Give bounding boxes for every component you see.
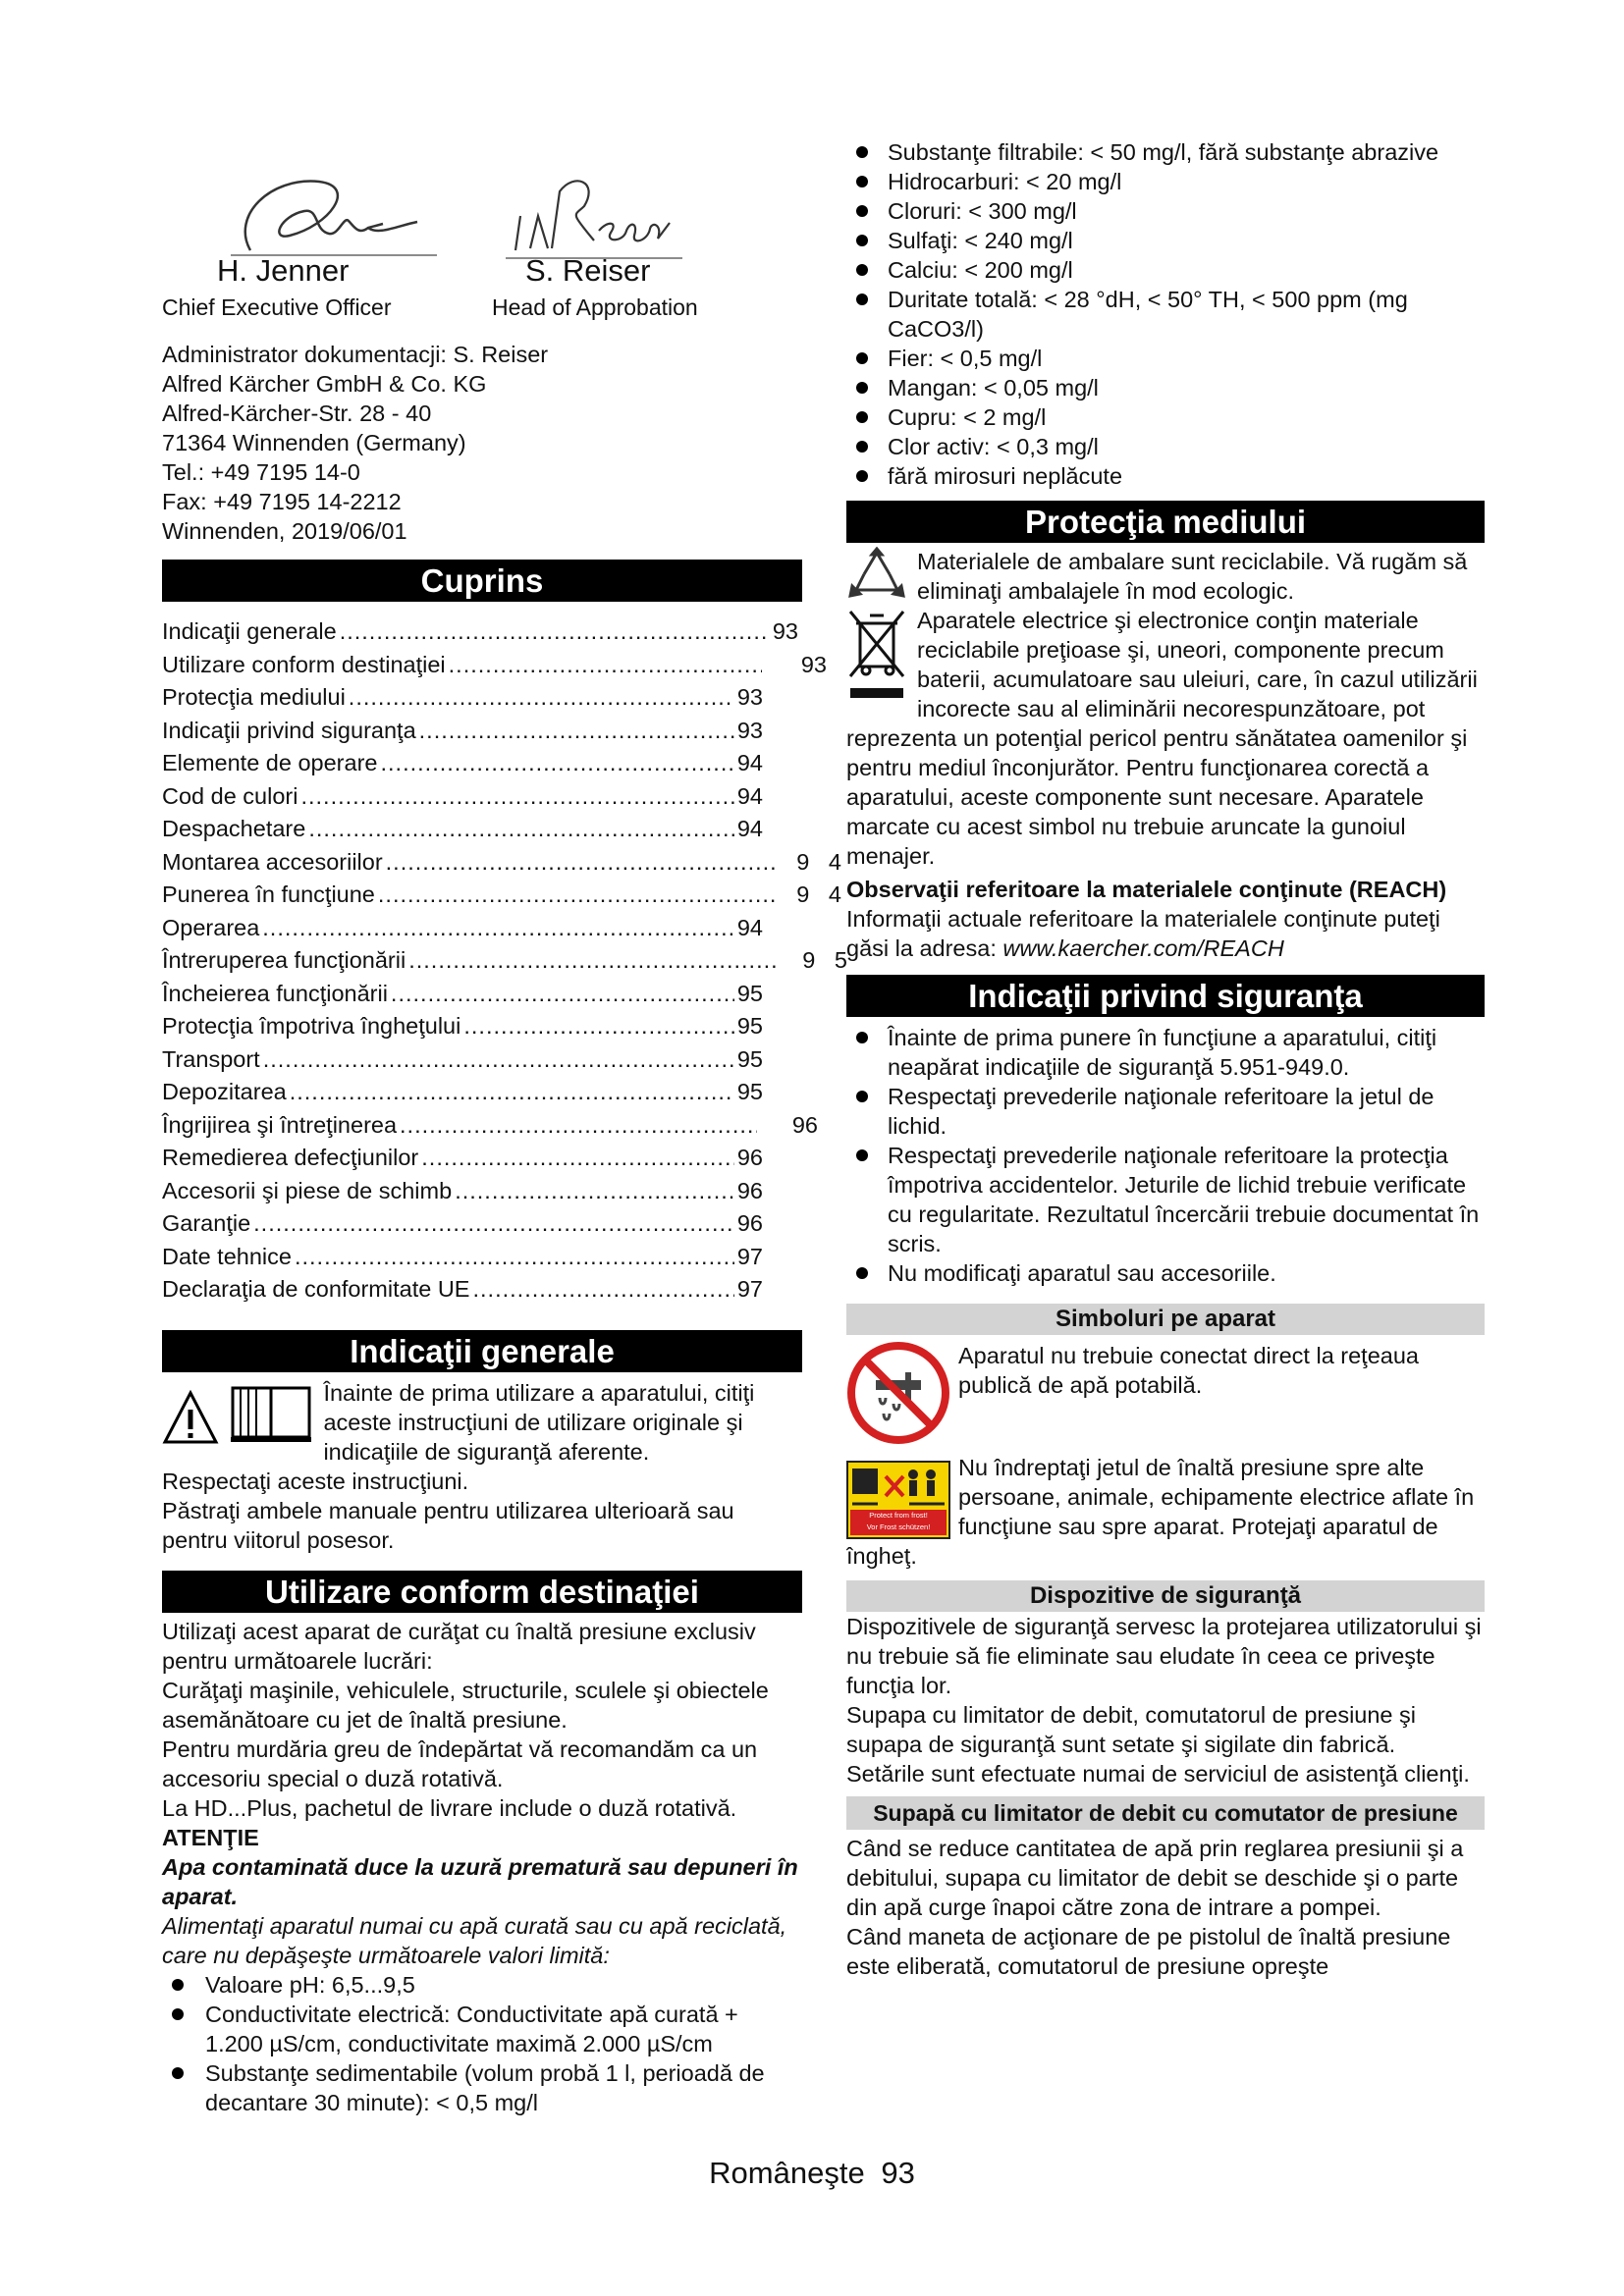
toc-item-title: Protecţia mediului bbox=[162, 684, 346, 710]
limit-item: Cloruri: < 300 mg/l bbox=[846, 196, 1485, 226]
safety-heading: Indicaţii privind siguranţa bbox=[846, 975, 1485, 1017]
no-drinking-water-icon bbox=[846, 1341, 950, 1445]
safety-item: Înainte de prima punere în funcţiune a aparatului, citiţi neapărat indicaţiile de siguranţă 5.951-949.0. bbox=[846, 1023, 1485, 1082]
crossed-bin-icon bbox=[846, 606, 907, 704]
general-section bbox=[162, 1378, 802, 1555]
frost-label bbox=[850, 1510, 947, 1535]
address-line: 71364 Winnenden (Germany) bbox=[162, 430, 466, 455]
toc-item[interactable] bbox=[162, 912, 802, 945]
toc-item-page: 96 bbox=[791, 1111, 818, 1138]
limits-list bbox=[846, 137, 1485, 491]
safety-item: Respectaţi prevederile naţionale referitoare la jetul de lichid. bbox=[846, 1082, 1485, 1141]
limit-item: Mangan: < 0,05 mg/l bbox=[846, 373, 1485, 402]
safety-item: Nu modificaţi aparatul sau accesoriile. bbox=[846, 1258, 1485, 1288]
toc-item-page: 94 bbox=[736, 914, 763, 940]
recycle-icon bbox=[846, 547, 907, 602]
toc-item[interactable] bbox=[162, 1241, 802, 1274]
toc-item-title: Transport bbox=[162, 1045, 260, 1072]
valve-p2: Când maneta de acţionare de pe pistolul de înaltă presiune este eliberată, comutatorul de presiune opreşte bbox=[846, 1924, 1451, 1979]
toc-item-title: Întreruperea funcţionării bbox=[162, 947, 406, 973]
toc-item-title: Elemente de operare bbox=[162, 750, 378, 775]
warning-triangle-icon bbox=[162, 1390, 219, 1445]
warning-bold-text: Apa contaminată duce la uzură prematură sau depuneri în aparat. bbox=[162, 1853, 798, 1909]
frost-label-line1: Protect from frost! bbox=[869, 1511, 928, 1520]
usage-heading: Utilizare conform destinaţiei bbox=[162, 1571, 802, 1613]
toc-item-title: Accesorii şi piese de schimb bbox=[162, 1177, 453, 1203]
address-line: Alfred-Kärcher-Str. 28 - 40 bbox=[162, 400, 432, 426]
no-spray-icon bbox=[846, 1461, 950, 1539]
toc-item[interactable] bbox=[162, 1142, 802, 1175]
toc-heading: Cuprins bbox=[162, 560, 802, 602]
manual-book-icon bbox=[229, 1384, 313, 1445]
reach-title: Observaţii referitoare la materialele conţinute (REACH) bbox=[846, 877, 1447, 902]
toc-item-page: 97 bbox=[736, 1276, 763, 1302]
limit-item: Duritate totală: < 28 °dH, < 50° TH, < 500 ppm (mg CaCO3/l) bbox=[846, 285, 1485, 344]
toc-item-page: 95 bbox=[736, 1045, 763, 1072]
toc-item-page: 94 bbox=[736, 750, 763, 775]
limit-item: fără mirosuri neplăcute bbox=[846, 461, 1485, 491]
toc-item[interactable] bbox=[162, 780, 802, 814]
valve-p1: Când se reduce cantitatea de apă prin reglarea presiunii şi a debitului, supapa cu limitator de debit se deschide şi o parte din apă curge înapoi către zona de intrare a pompei. bbox=[846, 1836, 1464, 1920]
toc-item-page: 93 bbox=[772, 618, 798, 644]
environment-p1: Materialele de ambalare sunt reciclabile. Vă rugăm să eliminaţi ambalajele în mod ecologic. bbox=[917, 549, 1468, 604]
toc-item-page: 94 bbox=[736, 816, 763, 841]
toc-item-page: 95 bbox=[736, 980, 763, 1006]
toc-item[interactable] bbox=[162, 715, 802, 748]
reach-text bbox=[846, 904, 1485, 963]
address-line: Alfred Kärcher GmbH & Co. KG bbox=[162, 371, 487, 397]
toc-item[interactable] bbox=[162, 944, 847, 978]
toc-item-title: Depozitarea bbox=[162, 1079, 287, 1104]
limit-item: Valoare pH: 6,5...9,5 bbox=[162, 1970, 802, 2000]
environment-heading: Protecţia mediului bbox=[846, 501, 1485, 543]
signer-left-title: Chief Executive Officer bbox=[162, 294, 392, 320]
general-p1: Respectaţi aceste instrucţiuni. bbox=[162, 1468, 469, 1494]
limit-item: Substanţe filtrabile: < 50 mg/l, fără substanţe abrazive bbox=[846, 137, 1485, 167]
toc-item[interactable] bbox=[162, 879, 841, 912]
usage-section bbox=[162, 1617, 802, 2117]
limit-item: Clor activ: < 0,3 mg/l bbox=[846, 432, 1485, 461]
footer-language: Româneşte bbox=[709, 2156, 865, 2190]
address-line: Fax: +49 7195 14-2212 bbox=[162, 489, 402, 514]
toc-item-title: Utilizare conform destinaţiei bbox=[162, 651, 446, 677]
general-p2: Păstraţi ambele manuale pentru utilizarea ulterioară sau pentru viitorul posesor. bbox=[162, 1497, 734, 1553]
devices-p3: Setările sunt efectuate numai de serviciul de asistenţă clienţi. bbox=[846, 1761, 1470, 1787]
toc-item[interactable] bbox=[162, 1010, 802, 1043]
toc-item-page: 9 5 bbox=[802, 947, 847, 973]
footer-page-number: 93 bbox=[881, 2156, 915, 2190]
limit-item: Calciu: < 200 mg/l bbox=[846, 255, 1485, 285]
address-line: Administrator dokumentacji: S. Reiser bbox=[162, 342, 549, 367]
toc-item-page: 93 bbox=[736, 717, 763, 743]
devices-heading: Dispozitive de siguranţă bbox=[846, 1580, 1485, 1612]
toc-item-page: 95 bbox=[736, 1079, 763, 1104]
toc-item[interactable] bbox=[162, 1043, 802, 1077]
toc-item-title: Cod de culori bbox=[162, 782, 298, 809]
attention-label: ATENŢIE bbox=[162, 1824, 259, 1850]
warning-italic-text: Alimentaţi aparatul numai cu apă curată sau cu apă reciclată, care nu depăşeşte următoarele valori limită: bbox=[162, 1912, 787, 1968]
toc-item[interactable] bbox=[162, 813, 802, 846]
usage-p2: Curăţaţi maşinile, vehiculele, structurile, sculele şi obiectele asemănătoare cu jet de înaltă presiune. bbox=[162, 1677, 769, 1733]
right-column bbox=[846, 137, 1485, 1981]
toc-item-title: Indicaţii generale bbox=[162, 618, 337, 644]
toc-item[interactable] bbox=[162, 1207, 802, 1241]
toc-item-page: 97 bbox=[736, 1243, 763, 1269]
toc-item-title: Date tehnice bbox=[162, 1243, 292, 1269]
toc-item-title: Garanţie bbox=[162, 1210, 251, 1236]
address-line: Winnenden, 2019/06/01 bbox=[162, 518, 407, 544]
toc-item-page: 96 bbox=[736, 1177, 763, 1203]
symbols-heading: Simboluri pe aparat bbox=[846, 1304, 1485, 1335]
toc-item-title: Protecţia împotriva îngheţului bbox=[162, 1013, 461, 1039]
symbol2-text: Nu îndreptaţi jetul de înaltă presiune spre alte persoane, animale, echipamente electrice aflate în funcţiune sau spre aparat. Protejaţi aparatul de îngheţ. bbox=[846, 1455, 1475, 1569]
toc-item-title: Declaraţia de conformitate UE bbox=[162, 1276, 470, 1302]
toc-item[interactable] bbox=[162, 681, 802, 715]
environment-section bbox=[846, 547, 1485, 963]
toc-item[interactable] bbox=[162, 846, 841, 880]
toc-item[interactable] bbox=[162, 649, 827, 682]
toc-item-title: Remedierea defecţiunilor bbox=[162, 1145, 419, 1170]
valve-heading: Supapă cu limitator de debit cu comutator de presiune bbox=[846, 1796, 1485, 1830]
reach-link[interactable]: www.kaercher.com/REACH bbox=[1002, 935, 1284, 961]
toc-item-page: 96 bbox=[736, 1145, 763, 1170]
limit-item: Fier: < 0,5 mg/l bbox=[846, 344, 1485, 373]
toc-item-title: Indicaţii privind siguranţa bbox=[162, 717, 416, 743]
toc-item-title: Montarea accesoriilor bbox=[162, 848, 383, 875]
toc-item-title: Operarea bbox=[162, 914, 260, 940]
toc-item-title: Despachetare bbox=[162, 816, 306, 841]
toc-item-title: Îngrijirea şi întreţinerea bbox=[162, 1111, 398, 1138]
toc-item-page: 9 4 bbox=[796, 881, 841, 907]
toc-item[interactable] bbox=[162, 978, 802, 1011]
safety-section bbox=[846, 1023, 1485, 1981]
toc-item-page: 94 bbox=[736, 782, 763, 809]
signer-right-name: S. Reiser bbox=[525, 253, 651, 288]
toc-item-title: Încheierea funcţionării bbox=[162, 980, 388, 1006]
frost-label-line2: Vor Frost schützen! bbox=[866, 1522, 931, 1531]
reach-text-body: Informaţii actuale referitoare la materialele conţinute puteţi găsi la adresa: bbox=[846, 906, 1440, 961]
limit-item: Substanţe sedimentabile (volum probă 1 l, perioadă de decantare 30 minute): < 0,5 mg/l bbox=[162, 2058, 802, 2117]
safety-item: Respectaţi prevederile naţionale referitoare la protecţia împotriva accidentelor. Jeturile de lichid trebuie verificate cu regularitate. Rezultatul încercării trebuie documentat în scris. bbox=[846, 1141, 1485, 1258]
toc-item[interactable] bbox=[162, 615, 802, 649]
toc-item-page: 96 bbox=[736, 1210, 763, 1236]
toc-list bbox=[162, 615, 847, 1307]
general-heading: Indicaţii generale bbox=[162, 1330, 802, 1372]
usage-p1: Utilizaţi acest aparat de curăţat cu înaltă presiune exclusiv pentru următoarele lucrări: bbox=[162, 1618, 756, 1674]
symbol1-text: Aparatul nu trebuie conectat direct la reţeaua publică de apă potabilă. bbox=[958, 1343, 1419, 1398]
limit-item: Hidrocarburi: < 20 mg/l bbox=[846, 167, 1485, 196]
toc-item-page: 95 bbox=[736, 1013, 763, 1039]
toc-item-page: 93 bbox=[800, 651, 827, 677]
toc-item[interactable] bbox=[162, 1109, 818, 1143]
general-intro: Înainte de prima utilizare a aparatului, citiţi aceste instrucţiuni de utilizare originale şi indicaţiile de siguranţă aferente. bbox=[323, 1379, 755, 1465]
toc-item[interactable] bbox=[162, 1076, 802, 1109]
toc-item[interactable] bbox=[162, 747, 802, 780]
spray-warning-graphic bbox=[848, 1463, 948, 1512]
toc-item[interactable] bbox=[162, 1273, 802, 1307]
toc-item-page: 93 bbox=[736, 684, 763, 710]
warning-icons bbox=[162, 1384, 313, 1450]
devices-p1: Dispozitivele de siguranţă servesc la protejarea utilizatorului şi nu trebuie să fie eliminate sau eludate în ceea ce priveşte funcţia lor. bbox=[846, 1614, 1482, 1698]
toc-item[interactable] bbox=[162, 1175, 802, 1208]
usage-p4: La HD...Plus, pachetul de livrare include o duză rotativă. bbox=[162, 1794, 737, 1821]
address-line: Tel.: +49 7195 14-0 bbox=[162, 459, 360, 485]
toc-item-page: 9 4 bbox=[796, 848, 841, 875]
signature-block bbox=[162, 137, 802, 402]
limit-item: Sulfaţi: < 240 mg/l bbox=[846, 226, 1485, 255]
devices-p2: Supapa cu limitator de debit, comutatorul de presiune şi supapa de siguranţă sunt setate şi sigilate din fabrică. bbox=[846, 1702, 1416, 1757]
signer-left-name: H. Jenner bbox=[217, 253, 350, 288]
page-footer bbox=[0, 2156, 1624, 2191]
toc-item-title: Punerea în funcţiune bbox=[162, 881, 375, 907]
left-column bbox=[162, 137, 847, 2117]
limit-item: Conductivitate electrică: Conductivitate apă curată + 1.200 µS/cm, conductivitate maximă 2.000 µS/cm bbox=[162, 2000, 802, 2058]
limit-item: Cupru: < 2 mg/l bbox=[846, 402, 1485, 432]
environment-p2: Aparatele electrice şi electronice conţin materiale reciclabile preţioase şi, uneori, componente precum baterii, acumulatoare sau uleiuri, care, în cazul utilizării incorecte sau al eliminării necorespunzătoare, pot reprezenta un potenţial pericol pentru sănătatea oamenilor şi pentru mediul înconjurător. Pentru funcţionarea corectă a aparatului, aceste componente sunt necesare. Aparatele marcate cu acest simbol nu trebuie aruncate la gunoiul menajer. bbox=[846, 608, 1478, 869]
signer-right-title: Head of Approbation bbox=[492, 294, 698, 320]
usage-p3: Pentru murdăria greu de îndepărtat vă recomandăm ca un accesoriu special o duză rotativă. bbox=[162, 1735, 758, 1791]
